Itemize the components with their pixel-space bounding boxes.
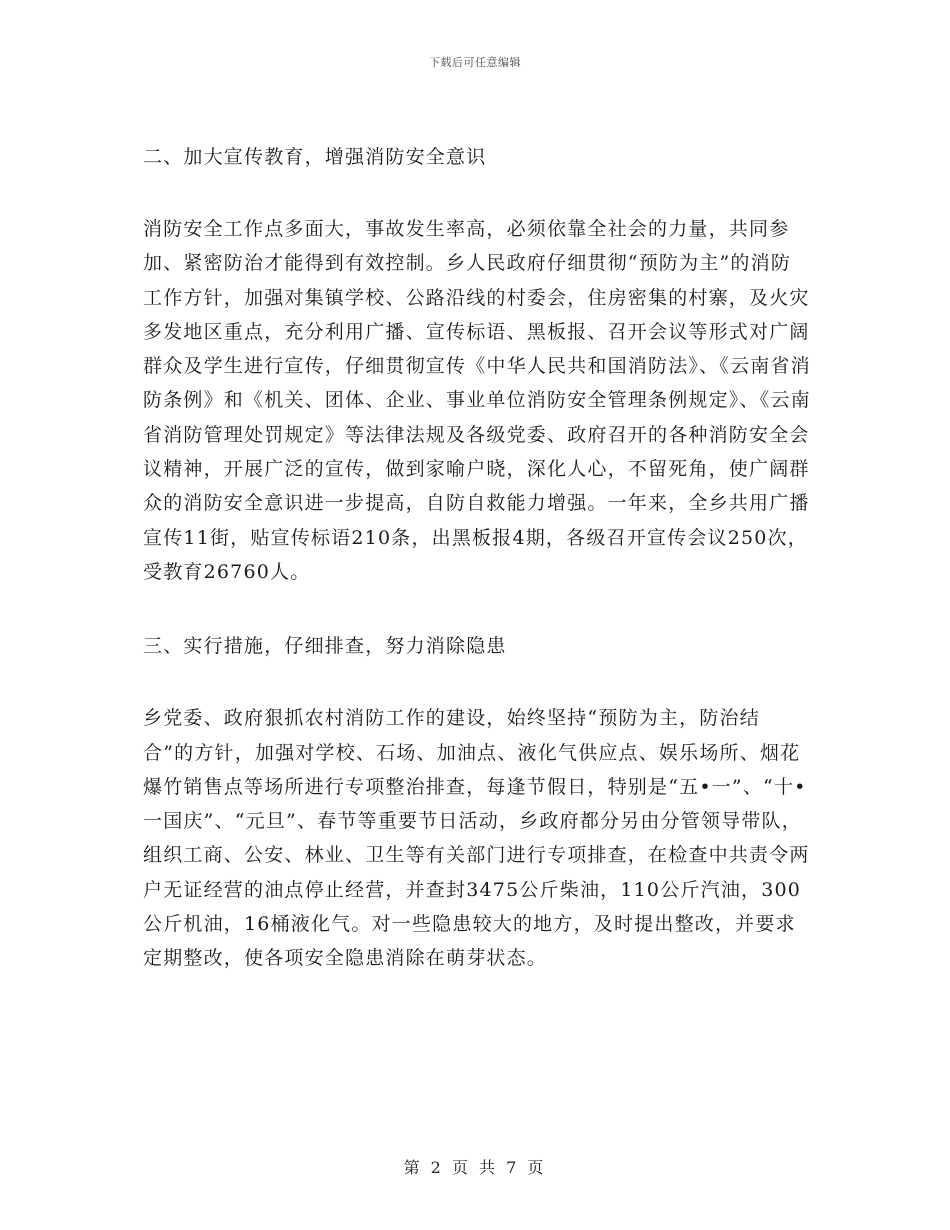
document-body [143,140,811,1016]
section-heading: 二、加大宣传教育，增强消防安全意识 [143,146,487,168]
page-header: 下载后可任意编辑 [429,56,521,69]
section-heading: 三、实行措施，仔细排查，努力消除隐患 [143,635,507,658]
page-number-footer: 第 2 页 共 7 页 [403,1158,547,1177]
section-paragraph: 消防安全工作点多面大，事故发生率高，必须依靠全社会的力量，共同参加、紧密防治才能得到有效控制。乡人民政府仔细贯彻“预防为主”的消防工作方针，加强对集镇学校、公路沿线的村委会，住房密集的村寨，及火灾多发地区重点，充分利用广播、宣传标语、黑板报、召开会议等形式对广阔群众及学生进行宣传，仔细贯彻宣传《中华人民共和国消防法》、《云南省消防条例》和《机关、团体、企业、事业单位消防安全管理条例规定》、《云南省消防管理处罚规定》等法律法规及各级党委、政府召开的各种消防安全会议精神，开展广泛的宣传，做到家喻户晓，深化人心，不留死角，使广阔群众的消防安全意识进一步提高，自防自救能力增强。一年来，全乡共用广播宣传11街，贴宣传标语210条，出黑板报4期，各级召开宣传会议250次，受教育26760人。 [143,218,811,583]
section-paragraph: 乡党委、政府狠抓农村消防工作的建设，始终坚持“预防为主，防治结合”的方针，加强对学校、石场、加油点、液化气供应点、娱乐场所、烟花爆竹销售点等场所进行专项整治排查，每逢节假日，特别是“五•一”、“十•一国庆”、“元旦”、春节等重要节日活动，乡政府都分另由分管领导带队，组织工商、公安、林业、卫生等有关部门进行专项排查，在检查中共责令两户无证经营的油点停止经营，并查封3475公斤柴油，110公斤汽油，300公斤机油，16桶液化气。对一些隐患较大的地方，及时提出整改，并要求定期整改，使各项安全隐患消除在萌芽状态。 [143,707,810,970]
